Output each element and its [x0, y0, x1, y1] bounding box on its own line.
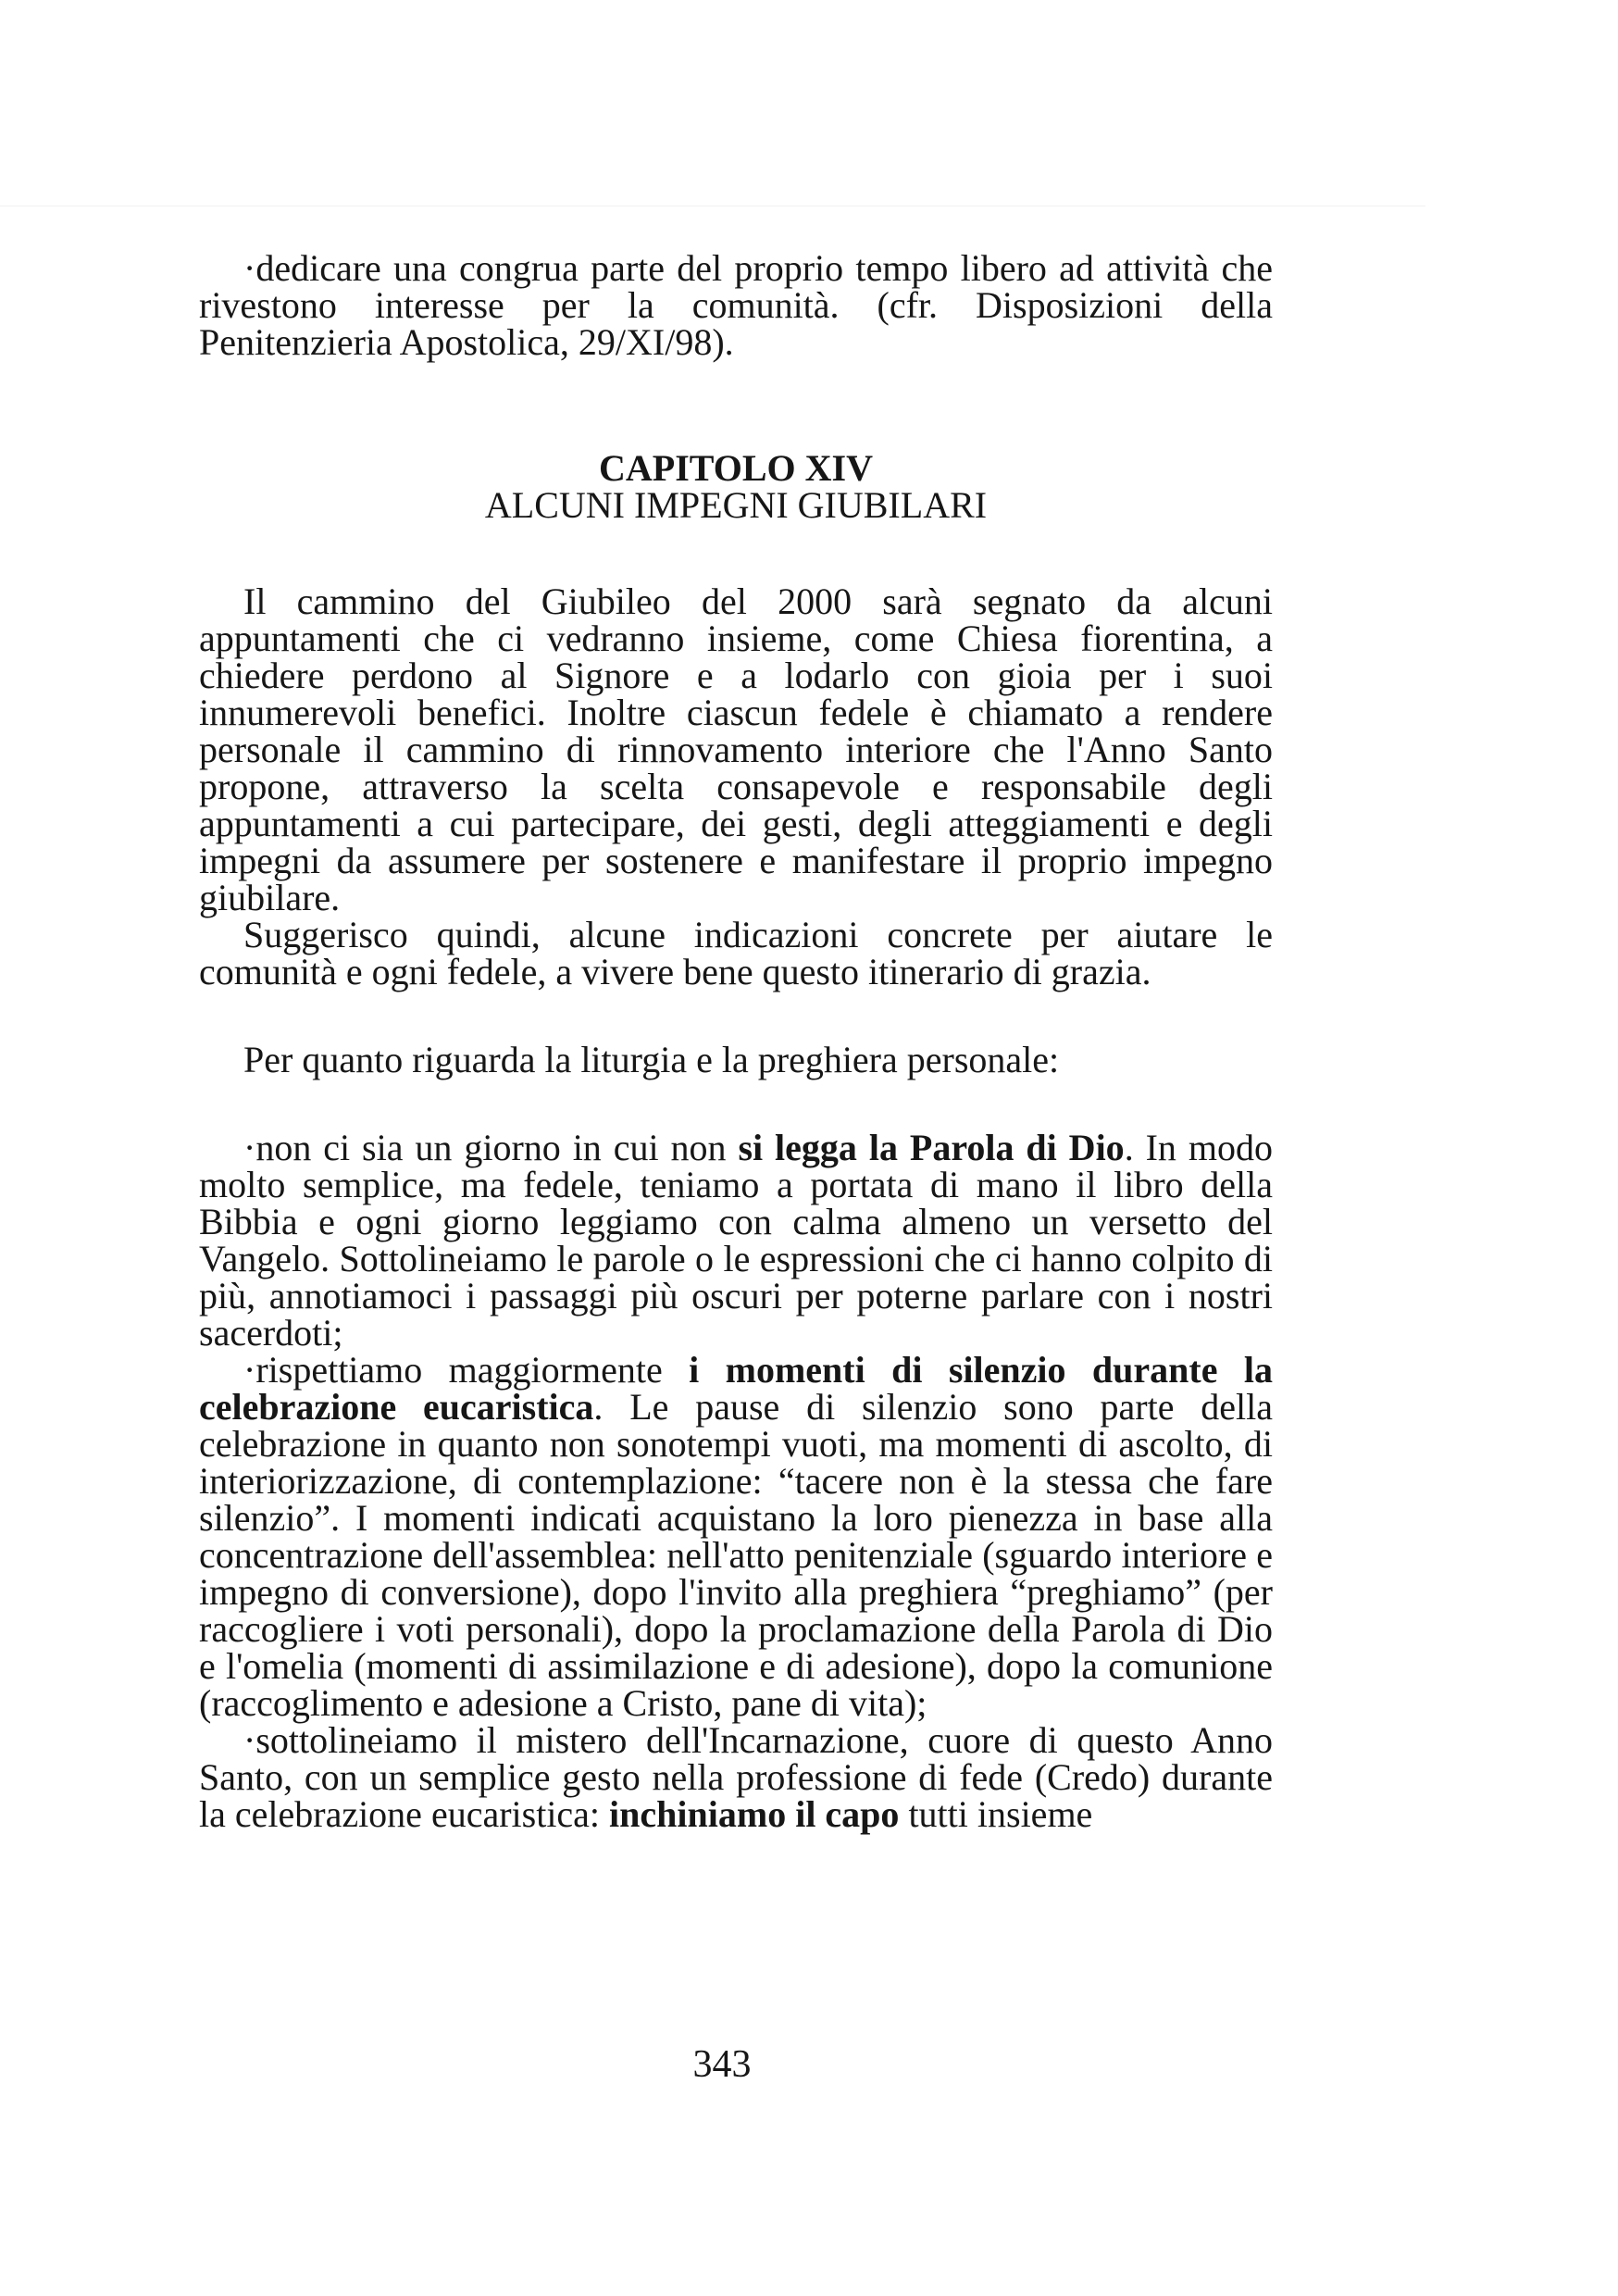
- preceding-list-item: ·dedicare una congrua parte del proprio tempo libero ad attività che rivestono interesse per la comunità. (cfr. Disposizioni della Penitenzieria Apostolica, 29/XI/98).: [199, 247, 1273, 363]
- list-item-emphasis: si legga la Parola di Dio: [738, 1127, 1125, 1168]
- list-item: [199, 1349, 1274, 1724]
- list-item-text: . Le pause di silenzio sono parte della celebrazione in quanto non sonotempi vuoti, ma momenti di ascolto, di interiorizzazione, di contemplazione: “tacere non è la stessa che fare silenzio”. I momenti indicati acquistano la loro pienezza in base alla concentrazione dell'assemblea: nell'atto penitenziale (sguardo interiore e impegno di conversione), dopo l'invito alla preghiera “preghiamo” (per raccogliere i voti personali), dopo la proclamazione della Parola di Dio e l'omelia (momenti di assimilazione e di adesione), dopo la comunione (raccoglimento e adesione a Cristo, pane di vita);: [199, 1386, 1274, 1724]
- list-item-text: tutti insieme: [899, 1793, 1093, 1835]
- section-lead: Per quanto riguarda la liturgia e la preghiera personale:: [243, 1039, 1060, 1080]
- list-item: [199, 1719, 1273, 1835]
- chapter-number: CAPITOLO XIV: [599, 447, 873, 489]
- page-number: 343: [692, 2043, 752, 2086]
- spacer: [199, 1079, 1273, 1129]
- chapter-title: ALCUNI IMPEGNI GIUBILARI: [484, 484, 988, 526]
- page-body: [199, 247, 1274, 1835]
- intro-paragraph: Suggerisco quindi, alcune indicazioni concrete per aiutare le comunità e ogni fedele, a vivere bene questo itinerario di grazia.: [199, 914, 1273, 992]
- list-item-text: ·rispettiamo maggiormente: [243, 1349, 690, 1391]
- spacer: [199, 524, 1273, 583]
- list-item-emphasis: inchiniamo il capo: [609, 1793, 900, 1835]
- list-item-text: . In modo molto semplice, ma fedele, teniamo a portata di mano il libro della Bibbia e ogni giorno leggiamo con calma almeno un versetto del Vangelo. Sottolineiamo le parole o le espressioni che ci hanno colpito di più, annotiamoci i passaggi più oscuri per poterne parlare con i nostri sacerdoti;: [199, 1127, 1273, 1354]
- spacer: [199, 361, 1273, 450]
- intro-paragraph: Il cammino del Giubileo del 2000 sarà segnato da alcuni appuntamenti che ci vedranno insieme, come Chiesa fiorentina, a chiedere perdono al Signore e a lodarlo con gioia per i suoi innumerevoli benefici. Inoltre ciascun fedele è chiamato a rendere personale il cammino di rinnovamento interiore che l'Anno Santo propone, attraverso la scelta consapevole e responsabile degli appuntamenti a cui partecipare, dei gesti, degli atteggiamenti e degli impegni da assumere per sostenere e manifestare il proprio impegno giubilare.: [199, 580, 1273, 918]
- list-item-emphasis: i momenti di silenzio durante la celebrazione eucaristica: [199, 1349, 1273, 1428]
- list-item: [199, 1129, 1273, 1352]
- spacer: [199, 991, 1273, 1042]
- list-item-text: ·sottolineiamo il mistero dell'Incarnazione, cuore di questo Anno Santo, con un semplice gesto nella professione di fede (Credo) durante la celebrazione eucaristica:: [199, 1719, 1273, 1835]
- list-item-text: ·non ci sia un giorno in cui non: [243, 1127, 739, 1168]
